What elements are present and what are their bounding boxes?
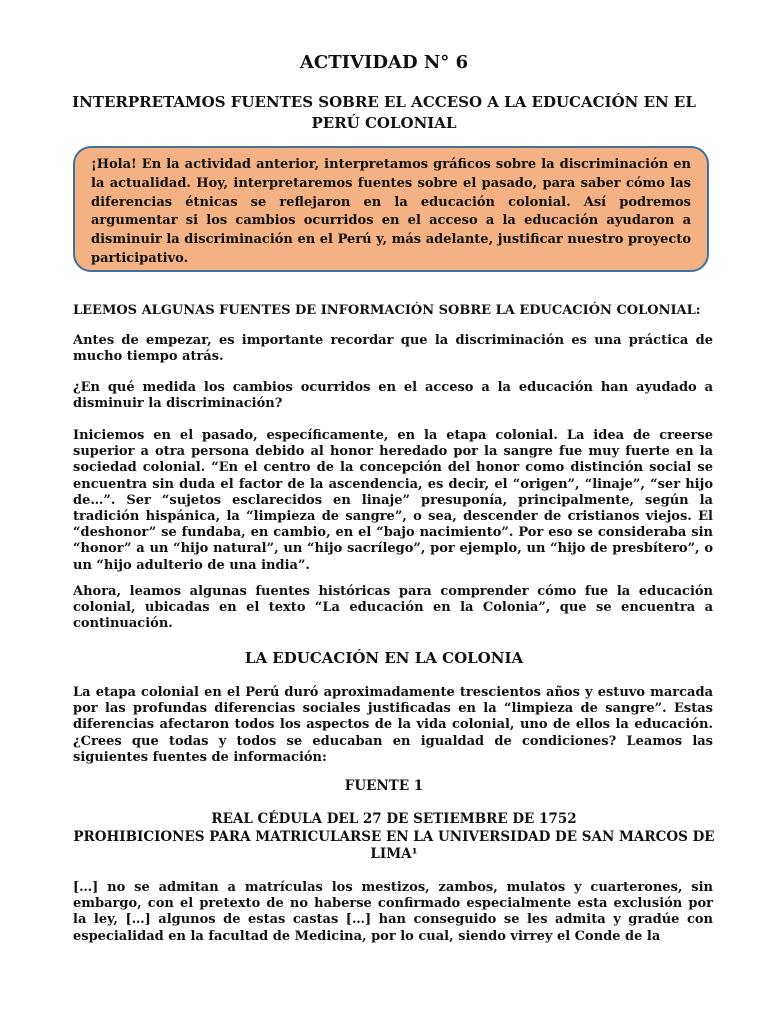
paragraph-2: ¿En qué medida los cambios ocurridos en el acceso a la educación han ayudado a disminuir la discriminación? <box>73 380 713 412</box>
activity-title: ACTIVIDAD N° 6 <box>299 52 469 73</box>
fuente-text: […] no se admitan a matrículas los mestizos, zambos, mulatos y cuarterones, sin embargo, con el pretexto de no haberse confirmado especialmente esta exclusión por la ley, […] algunos de estas castas […] han conseguido se les admita y gradúe con especialidad en la facultad de Medicina, por lo cual, siendo virrey el Conde de la <box>73 880 713 944</box>
intro-callout-box: ¡Hola! En la actividad anterior, interpretamos gráficos sobre la discriminación en la actualidad. Hoy, interpretaremos fuentes sobre el pasado, para saber cómo las diferencias étnicas se reflejaron en la educación colonial. Así podremos argumentar si los cambios ocurridos en el acceso a la educación ayudaron a disminuir la discriminación en el Perú y, más adelante, justificar nuestro proyecto participativo. <box>73 146 709 272</box>
fuente-title-line2: PROHIBICIONES PARA MATRICULARSE EN LA UNIVERSIDAD DE SAN MARCOS DE LIMA¹ <box>73 829 715 862</box>
fuente-title-line1: REAL CÉDULA DEL 27 DE SETIEMBRE DE 1752 <box>211 811 577 827</box>
heading-educacion-colonia: LA EDUCACIÓN EN LA COLONIA <box>244 649 524 667</box>
section-intro-heading: LEEMOS ALGUNAS FUENTES DE INFORMACIÓN SOBRE LA EDUCACIÓN COLONIAL: <box>73 303 701 318</box>
activity-subtitle: INTERPRETAMOS FUENTES SOBRE EL ACCESO A LA EDUCACIÓN EN EL PERÚ COLONIAL <box>72 93 696 132</box>
fuente-label: FUENTE 1 <box>344 778 424 794</box>
paragraph-1: Antes de empezar, es importante recordar que la discriminación es una práctica de mucho tiempo atrás. <box>73 333 713 365</box>
paragraph-3: Iniciemos en el pasado, específicamente, en la etapa colonial. La idea de creerse superior a otra persona debido al honor heredado por la sangre fue muy fuerte en la sociedad colonial. “En el centro de la concepción del honor como distinción social se encuentra sin duda el factor de la ascendencia, es decir, el “origen”, “linaje”, “ser hijo de…”. Ser “sujetos esclarecidos en linaje” presuponía, principalmente, según la tradición hispánica, la “limpieza de sangre”, o sea, descender de cristianos viejos. El “deshonor” se fundaba, en cambio, en el “bajo nacimiento”. Por eso se consideraba sin “honor” a un “hijo natural”, un “hijo sacrílego”, por ejemplo, un “hijo de presbítero”, o un “hijo adulterio de una india”. <box>73 428 713 573</box>
paragraph-4: Ahora, leamos algunas fuentes históricas para comprender cómo fue la educación colonial, ubicadas en el texto “La educación en la Colonia”, que se encuentra a continuación. <box>73 584 713 632</box>
colonia-paragraph: La etapa colonial en el Perú duró aproximadamente trescientos años y estuvo marcada por las profundas diferencias sociales justificadas en la “limpieza de sangre”. Estas diferencias afectaron todos los aspectos de la vida colonial, uno de ellos la educación. ¿Crees que todas y todos se educaban en igualdad de condiciones? Leamos las siguientes fuentes de información: <box>73 685 713 765</box>
